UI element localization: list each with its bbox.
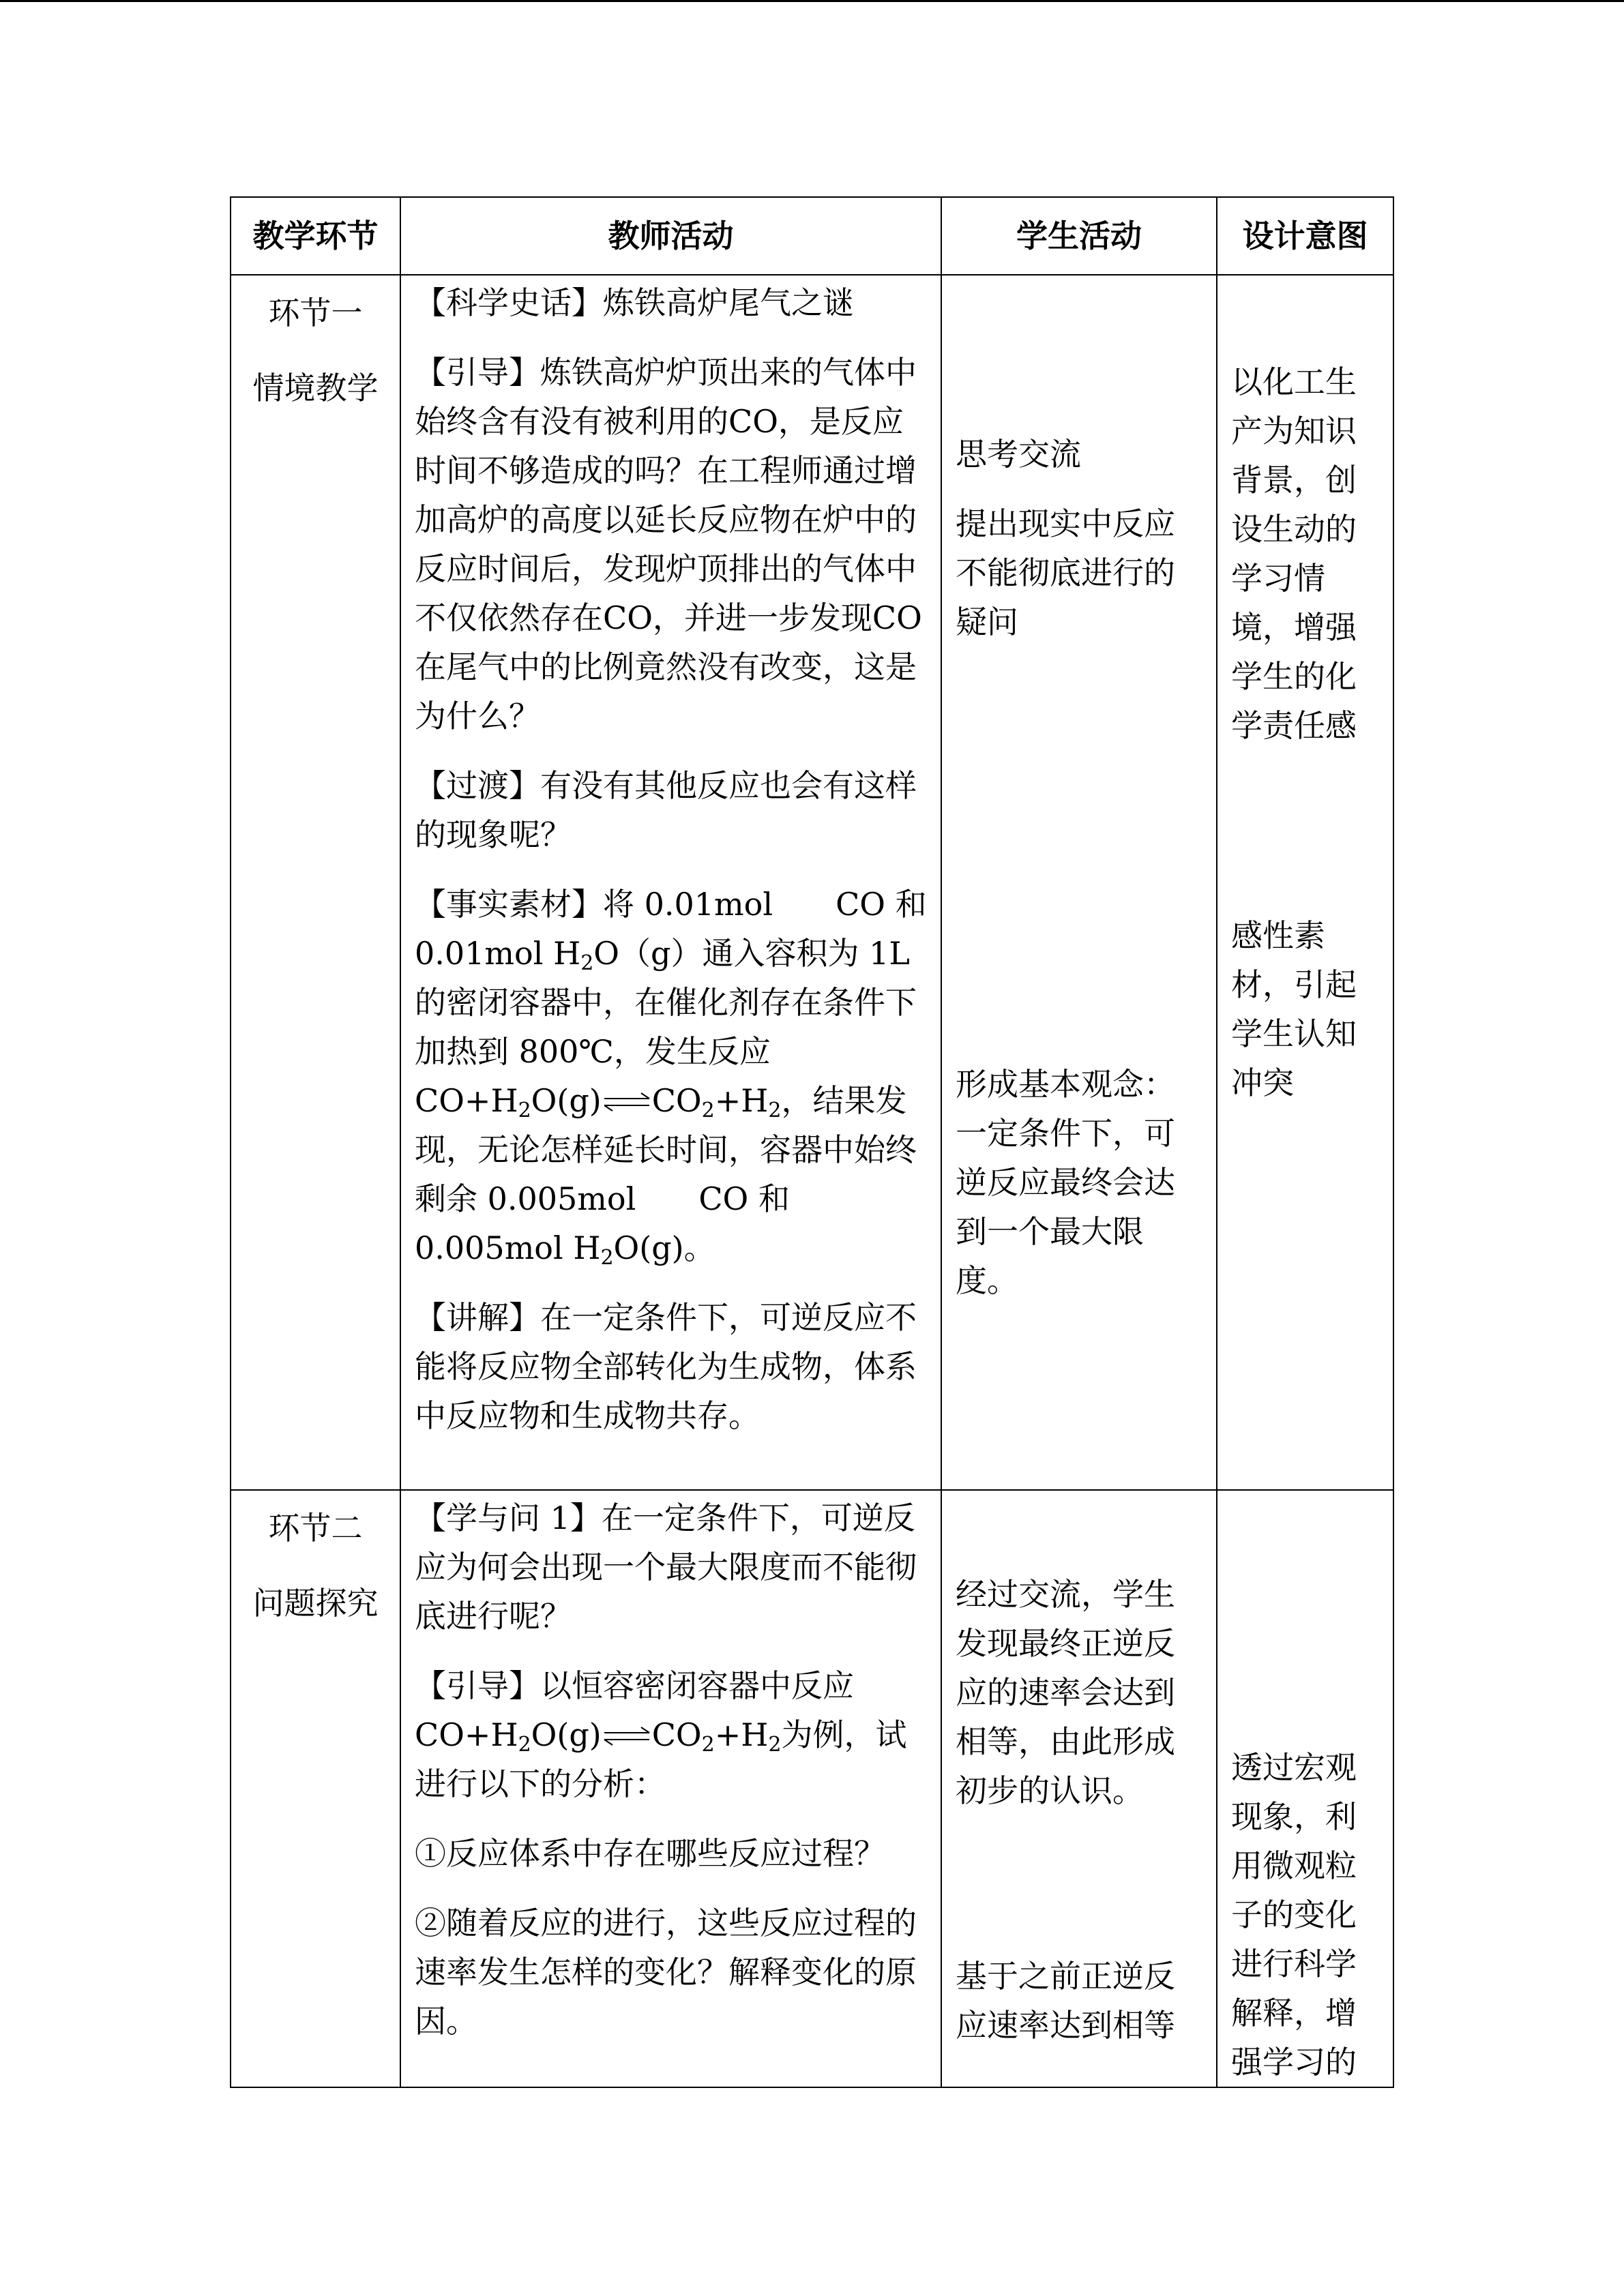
teacher-paragraph: 【讲解】在一定条件下，可逆反应不能将反应物全部转化为生成物，体系中反应物和生成物共存。 bbox=[415, 1299, 917, 1434]
reaction-equation: $CO+H_2O(g)$ $CO_2+H_2$ bbox=[415, 1716, 782, 1757]
intent-paragraph: 以化工生产为知识背景，创设生动的学习情境，增强学生的化学责任感 bbox=[1231, 363, 1357, 744]
student-paragraph: 提出现实中反应不能彻底进行的疑问 bbox=[956, 505, 1175, 640]
table-row bbox=[231, 1490, 1393, 2087]
student-paragraph: 形成基本观念：一定条件下，可逆反应最终会达到一个最大限度。 bbox=[956, 1066, 1175, 1299]
teacher-activity-cell bbox=[400, 1490, 941, 2087]
teacher-paragraph-guide: 【引导】以恒容密闭容器中反应 $CO+H_2O(g)$ $CO_2+H_2$为例，试进行以下的分析： bbox=[415, 1667, 907, 1802]
stage-label: 环节一 bbox=[268, 295, 363, 331]
equilibrium-arrows-icon bbox=[602, 1723, 652, 1750]
teacher-paragraph: ②随着反应的进行，这些反应过程的速率发生怎样的变化？解释变化的原因。 bbox=[415, 1905, 917, 2040]
stage-label: 情境教学 bbox=[252, 370, 379, 406]
table-header-row bbox=[231, 197, 1393, 275]
reaction-equation: $CO+H_2O(g)$ $CO_2+H_2$ bbox=[415, 1082, 782, 1122]
teacher-activity-cell bbox=[400, 275, 941, 1490]
lesson-plan-table bbox=[230, 196, 1394, 2088]
teacher-paragraph: 【科学史话】炼铁高炉尾气之谜 bbox=[415, 284, 854, 321]
intent-paragraph: 感性素材，引起学生认知冲突 bbox=[1231, 917, 1357, 1101]
student-activity-cell bbox=[941, 1490, 1217, 2087]
header-stage: 教学环节 bbox=[231, 197, 400, 275]
stage-cell bbox=[231, 1490, 400, 2087]
stage-cell bbox=[231, 275, 400, 1490]
equilibrium-arrows-icon bbox=[602, 1088, 652, 1116]
teacher-paragraph-fact: 【事实素材】将 0.01mol CO 和 0.01mol $H_2O(g)$通入容积为 1L 的密闭容器中，在催化剂存在条件下加热到 800℃，发生反应 $CO+H_2O(g)$ $CO_2+H_2$，结果发现，无论怎样延长时间，容器中始终剩余 0.005mol CO 和 0.005mol $H_2O(g)$。 bbox=[415, 886, 927, 1270]
design-intent-cell bbox=[1217, 1490, 1393, 2087]
teacher-paragraph: 【学与问 1】在一定条件下，可逆反应为何会出现一个最大限度而不能彻底进行呢？ bbox=[415, 1500, 917, 1635]
teacher-paragraph: ①反应体系中存在哪些反应过程？ bbox=[415, 1835, 885, 1872]
stage-label: 问题探究 bbox=[252, 1585, 379, 1622]
header-teacher-activity: 教师活动 bbox=[400, 197, 941, 275]
table-row bbox=[231, 275, 1393, 1490]
design-intent-cell bbox=[1217, 275, 1393, 1490]
header-design-intent: 设计意图 bbox=[1217, 197, 1393, 275]
intent-paragraph: 透过宏观现象，利用微观粒子的变化进行科学解释，增强学习的 bbox=[1231, 1749, 1357, 2081]
student-paragraph: 经过交流，学生发现最终正逆反应的速率会达到相等，由此形成初步的认识。 bbox=[956, 1576, 1175, 1809]
page-top-rule bbox=[0, 0, 1624, 2]
stage-label: 环节二 bbox=[268, 1510, 363, 1547]
header-student-activity: 学生活动 bbox=[941, 197, 1217, 275]
student-paragraph: 思考交流 bbox=[956, 436, 1081, 473]
teacher-paragraph: 【引导】炼铁高炉炉顶出来的气体中始终含有没有被利用的CO，是反应时间不够造成的吗？在工程师通过增加高炉的高度以延长反应物在炉中的反应时间后，发现炉顶排出的气体中不仅依然存在CO，并进一步发现CO在尾气中的比例竟然没有改变，这是为什么？ bbox=[415, 354, 922, 734]
teacher-paragraph: 【过渡】有没有其他反应也会有这样的现象呢？ bbox=[415, 767, 917, 853]
student-paragraph: 基于之前正逆反应速率达到相等 bbox=[956, 1958, 1175, 2044]
student-activity-cell bbox=[941, 275, 1217, 1490]
